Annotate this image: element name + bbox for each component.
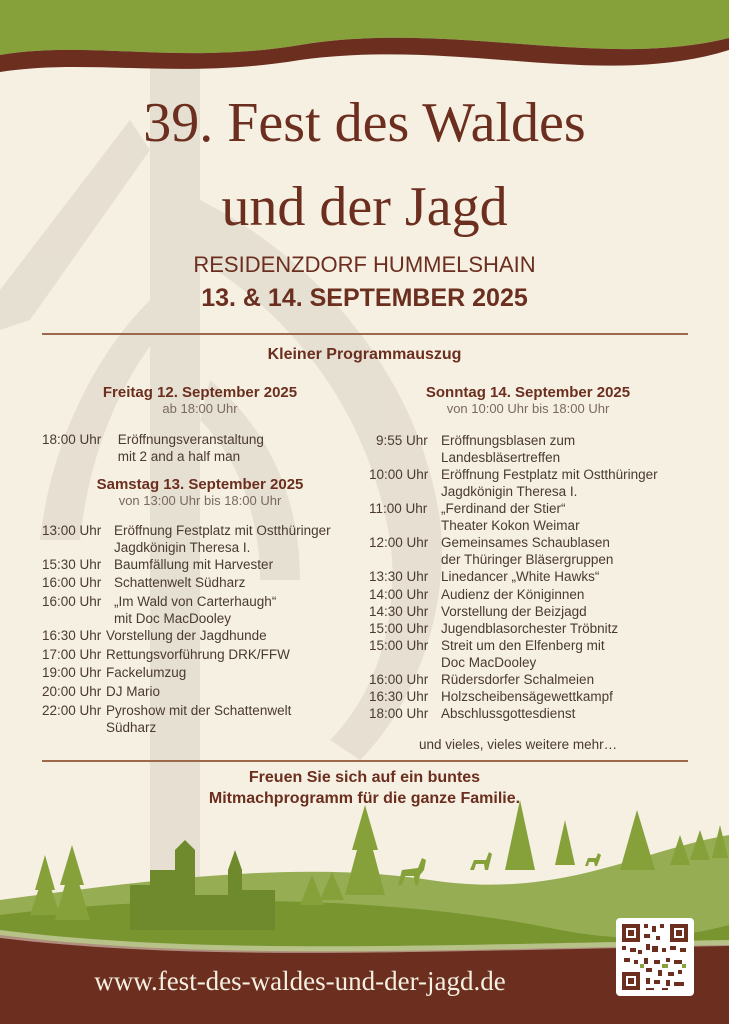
sunday-event xyxy=(376,432,575,466)
sunday-heading xyxy=(370,384,686,416)
saturday-event xyxy=(42,627,267,644)
event-time: 20:00 Uhr xyxy=(42,684,102,699)
sunday-event xyxy=(369,688,613,705)
sunday-event xyxy=(369,637,605,671)
event-description: Eröffnung Festplatz mit Ostthüringer Jagdkönigin Theresa I. xyxy=(441,467,658,499)
more-events-note: und vieles, vieles weitere mehr… xyxy=(419,737,618,752)
event-title-line2: und der Jagd xyxy=(221,176,508,238)
saturday-event xyxy=(42,646,290,663)
saturday-event xyxy=(42,574,245,591)
event-location: RESIDENZDORF HUMMELSHAIN xyxy=(193,252,536,277)
event-time: 15:30 Uhr xyxy=(42,557,102,572)
event-description: Fackelumzug xyxy=(106,665,187,680)
event-time: 9:55 Uhr xyxy=(376,433,428,448)
friday-event xyxy=(42,431,264,465)
footer-line2: Mitmachprogramm für die ganze Familie. xyxy=(208,790,521,807)
event-time: 11:00 Uhr xyxy=(369,501,428,516)
sunday-event xyxy=(369,705,575,722)
header-divider xyxy=(42,333,688,335)
footer-divider xyxy=(42,760,688,762)
friday-title: Freitag 12. September 2025 xyxy=(102,384,298,401)
saturday-event xyxy=(42,522,331,556)
event-time: 15:00 Uhr xyxy=(369,621,429,636)
event-description: Eröffnungsveranstaltung mit 2 and a half man xyxy=(117,432,264,464)
saturday-event xyxy=(42,664,186,681)
event-time: 14:30 Uhr xyxy=(369,604,429,619)
event-time: 10:00 Uhr xyxy=(369,467,429,482)
event-description: Streit um den Elfenberg mit Doc MacDooley xyxy=(441,638,605,670)
sunday-event xyxy=(369,534,613,568)
website-link[interactable]: www.fest-des-waldes-und-der-jagd.de xyxy=(94,966,506,996)
sunday-hours: von 10:00 Uhr bis 18:00 Uhr xyxy=(446,401,610,416)
qr-code[interactable] xyxy=(616,918,694,996)
friday-hours: ab 18:00 Uhr xyxy=(162,401,238,416)
sunday-event xyxy=(369,671,594,688)
event-description: Pyroshow mit der Schattenwelt Südharz xyxy=(106,703,292,735)
event-dates: 13. & 14. SEPTEMBER 2025 xyxy=(201,284,528,312)
event-time: 15:00 Uhr xyxy=(369,638,429,653)
event-time: 22:00 Uhr xyxy=(42,703,102,718)
event-description: Holzscheibensägewettkampf xyxy=(441,689,613,704)
event-description: Audienz der Königinnen xyxy=(441,587,585,602)
sunday-event xyxy=(369,568,599,585)
event-description: „Im Wald von Carterhaugh“ mit Doc MacDooley xyxy=(114,594,277,626)
saturday-event xyxy=(42,702,291,736)
sunday-event xyxy=(369,500,580,534)
saturday-heading xyxy=(40,476,360,508)
saturday-hours: von 13:00 Uhr bis 18:00 Uhr xyxy=(118,493,282,508)
event-time: 13:00 Uhr xyxy=(42,523,102,538)
sunday-event xyxy=(369,586,584,603)
event-description: Rettungsvorführung DRK/FFW xyxy=(106,647,290,662)
sunday-title: Sonntag 14. September 2025 xyxy=(425,384,631,401)
event-description: Rüdersdorfer Schalmeien xyxy=(441,672,595,687)
sunday-event xyxy=(369,466,658,500)
event-description: Jugendblasorchester Tröbnitz xyxy=(441,621,619,636)
event-description: Vorstellung der Beizjagd xyxy=(441,604,587,619)
event-time: 16:00 Uhr xyxy=(369,672,429,687)
event-description: DJ Mario xyxy=(106,684,161,699)
sunday-event xyxy=(369,603,587,620)
event-description: Eröffnung Festplatz mit Ostthüringer Jagdkönigin Theresa I. xyxy=(114,523,331,555)
event-time: 17:00 Uhr xyxy=(42,647,102,662)
saturday-event xyxy=(42,556,273,573)
event-description: Linedancer „White Hawks“ xyxy=(441,569,600,584)
event-description: Abschlussgottesdienst xyxy=(441,706,576,721)
event-description: Vorstellung der Jagdhunde xyxy=(106,628,267,643)
event-time: 16:30 Uhr xyxy=(42,628,102,643)
footer-line1: Freuen Sie sich auf ein buntes xyxy=(248,769,481,786)
event-description: Eröffnungsblasen zum Landesbläsertreffen xyxy=(441,433,576,465)
sunday-event xyxy=(369,620,618,637)
event-description: „Ferdinand der Stier“ Theater Kokon Weimar xyxy=(441,501,580,533)
event-time: 12:00 Uhr xyxy=(369,535,429,550)
event-time: 13:30 Uhr xyxy=(369,569,429,584)
event-time: 16:30 Uhr xyxy=(369,689,429,704)
event-time: 16:00 Uhr xyxy=(42,575,102,590)
event-title-line1: 39. Fest des Waldes xyxy=(143,92,586,154)
event-time: 16:00 Uhr xyxy=(42,594,102,609)
event-time: 18:00 Uhr xyxy=(369,706,429,721)
saturday-event xyxy=(42,683,160,700)
saturday-title: Samstag 13. September 2025 xyxy=(96,476,304,493)
event-description: Baumfällung mit Harvester xyxy=(114,557,274,572)
saturday-event xyxy=(42,593,276,627)
program-heading: Kleiner Programmauszug xyxy=(267,346,462,363)
event-description: Schattenwelt Südharz xyxy=(114,575,246,590)
event-time: 19:00 Uhr xyxy=(42,665,102,680)
event-time: 18:00 Uhr xyxy=(42,432,102,447)
event-time: 14:00 Uhr xyxy=(369,587,429,602)
event-description: Gemeinsames Schaublasen der Thüringer Bläsergruppen xyxy=(441,535,614,567)
friday-heading xyxy=(40,384,360,416)
